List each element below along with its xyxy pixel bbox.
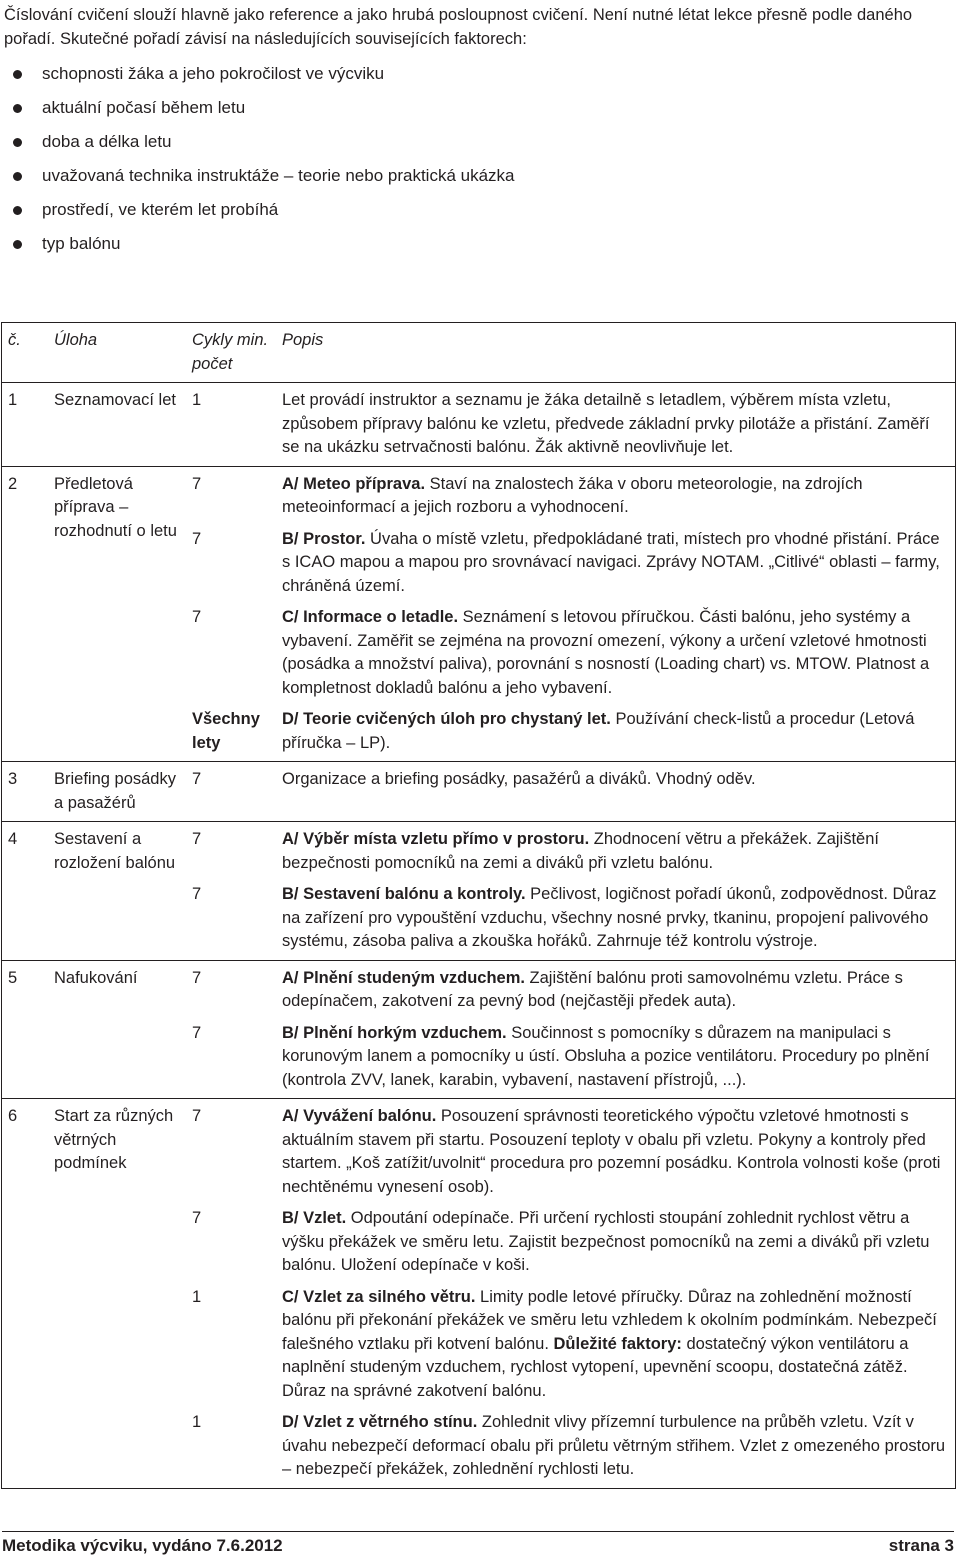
cycle-count: 7 [192, 885, 202, 903]
row-details [188, 466, 956, 762]
subtask-description [282, 1411, 955, 1482]
row-task: Předletová příprava – rozhodnutí o letu [50, 466, 188, 762]
row-task: Briefing posádky a pasažérů [50, 762, 188, 822]
subtask-description [282, 768, 955, 792]
subtask-text: Zhodnocení větru a překážek. Zajištění bezpečnosti pomocníků na zemi a diváků při vzletu balónu. [282, 830, 879, 872]
header-number: č. [2, 323, 51, 383]
subtask [192, 828, 955, 875]
row-task: Sestavení a rozložení balónu [50, 822, 188, 961]
subtask [192, 1411, 955, 1482]
table-row [2, 466, 956, 762]
cycle-count: 1 [192, 1413, 202, 1431]
subtask-text: Posouzení správnosti teoretického výpočtu vzletové hmotnosti s aktuálním stavem při startu. Posouzení teploty v obalu při vzletu. Pokyny a kontroly před startem. „Koš zatížit/uvolnit“ procedura pro pozemní posádku. Kontrola volnosti koše (proti nechtěnému vynesení osob). [282, 1107, 941, 1196]
subtask-description [282, 1207, 955, 1278]
subtask-description [282, 1286, 955, 1404]
subtask-text: Limity podle letové příručky. Důraz na zohlednění možností balónu při překonání překážek ve směru letu vzhledem k okolním podmínkám. Nebezpečí falešného vztlaku při kotvení balónu. [282, 1287, 937, 1353]
bullet-icon [13, 172, 22, 181]
bullet-icon [13, 138, 22, 147]
subtask [192, 606, 955, 700]
subtask-description [282, 389, 955, 460]
subtask-description [282, 883, 955, 954]
cycle-count: 7 [192, 968, 202, 987]
subtask-text: Úvaha o místě vzletu, předpokládané trati, místech pro vhodné přistání. Práce s ICAO mapou a mapou pro srovnávací navigaci. Zprávy NOTAM. „Citlivé“ oblasti – farmy, chráněná území. [282, 529, 940, 595]
bullet-icon [13, 104, 22, 113]
subtask [192, 528, 955, 599]
subtask-text: Seznámení s letovou příručkou. Části balónu, jeho systémy a vybavení. Zaměřit se zejména na provozní omezení, výkony a určení vzletové hmotnosti (posádka a množství paliva), porovnání s nosností (Loading chart) vs. MTOW. Platnost a kompletnost dokladů balónu a jeho vybavení. [282, 608, 930, 697]
row-number: 2 [2, 466, 51, 762]
subtask-title: A/ Výběr místa vzletu přímo v prostoru. [282, 830, 590, 848]
table-row [2, 960, 956, 1099]
factor-list [4, 57, 954, 261]
row-task: Seznamovací let [50, 383, 188, 467]
subtask-description [282, 473, 955, 520]
cycle-count: 7 [192, 1107, 202, 1125]
cycle-count: 7 [192, 608, 202, 626]
exercise-table [1, 322, 956, 1489]
subtask-description [282, 1022, 955, 1093]
row-details [188, 762, 956, 822]
header-task: Úloha [50, 323, 188, 383]
row-number: 3 [2, 762, 51, 822]
row-number: 1 [2, 383, 51, 467]
table-header-row [2, 323, 956, 383]
subtask-title: A/ Meteo příprava. [282, 474, 426, 493]
cycle-count: 7 [192, 1209, 202, 1227]
subtask-title: C/ Informace o letadle. [282, 608, 459, 626]
subtask [192, 389, 955, 460]
subtask [192, 1207, 955, 1278]
row-details [188, 960, 956, 1099]
subtask-text: Staví na znalostech žáka v oboru meteorologie, na zdrojích meteoinformací a jejich rozboru a vyhodnocení. [282, 474, 863, 516]
subtask-title: A/ Vyvážení balónu. [282, 1107, 437, 1125]
table-row [2, 762, 956, 822]
row-details [188, 822, 956, 961]
subtask-title: B/ Vzlet. [282, 1209, 347, 1227]
subtask [192, 1286, 955, 1404]
subtask-title: B/ Prostor. [282, 529, 366, 548]
subtask-text: Odpoutání odepínače. Při určení rychlosti stoupání zohlednit rychlost větru a výšku překážek ve směru letu. Zajistit bezpečnost pomocníků na zemi a diváků při vzletu balónu. Uložení odepínače v koši. [282, 1209, 930, 1274]
row-task: Start za různých větrných podmínek [50, 1099, 188, 1489]
subtask-text: Zajištění balónu proti samovolnému vzletu. Práce s odepínačem, zakotvení za pevný bod (nejčastěji předek auta). [282, 968, 903, 1010]
cycle-count: 7 [192, 1023, 202, 1042]
list-item: schopnosti žáka a jeho pokročilost ve výcviku [4, 57, 954, 91]
subtask-title: B/ Plnění horkým vzduchem. [282, 1023, 507, 1042]
bullet-icon [13, 70, 22, 79]
subtask-title: C/ Vzlet za silného větru. [282, 1287, 476, 1306]
cycle-count: 7 [192, 770, 202, 788]
header-cycles: Cykly min. počet [188, 323, 278, 383]
subtask [192, 1022, 955, 1093]
cycle-count: 7 [192, 474, 202, 493]
table-row [2, 822, 956, 961]
subtask-emphasis: Důležité faktory: [553, 1334, 682, 1353]
subtask [192, 768, 955, 792]
subtask-text: Součinnost s pomocníky s důrazem na manipulaci s korunovým lanem a pomocníky u ústí. Obsluha a pozice ventilátoru. Procedury po plnění (kontrola ZVV, lanek, karabin, vybavení, nastavení přístrojů, ...). [282, 1023, 930, 1089]
cycle-count: 7 [192, 830, 202, 848]
subtask [192, 473, 955, 520]
cycle-count: Všechny lety [192, 710, 260, 752]
subtask-text-continued: dostatečný výkon ventilátoru a naplnění studeným vzduchem, rychlost vytopení, upevnění scoopu, dostatečná zátěž. Důraz na správné zakotvení balónu. [282, 1334, 909, 1400]
subtask-title: D/ Teorie cvičených úloh pro chystaný let. [282, 710, 611, 728]
row-details [188, 1099, 956, 1489]
subtask-text: Organizace a briefing posádky, pasažérů a diváků. Vhodný oděv. [282, 770, 756, 788]
intro-section [4, 4, 954, 261]
cycle-count: 1 [192, 1287, 202, 1306]
header-description: Popis [278, 323, 956, 383]
row-number: 6 [2, 1099, 51, 1489]
subtask-description [282, 708, 955, 755]
page-footer [2, 1531, 954, 1560]
subtask [192, 967, 955, 1014]
row-task: Nafukování [50, 960, 188, 1099]
list-item: prostředí, ve kterém let probíhá [4, 193, 954, 227]
row-details [188, 383, 956, 467]
row-number: 4 [2, 822, 51, 961]
list-item: aktuální počasí během letu [4, 91, 954, 125]
subtask-description [282, 528, 955, 599]
bullet-icon [13, 206, 22, 215]
subtask-text: Let provádí instruktor a seznamu je žáka detailně s letadlem, výběrem místa vzletu, způsobem přípravy balónu ke vzletu, předvede základní prvky pilotáže a přistání. Zaměří se na ukázku setrvačnosti balónu. Žák aktivně neovlivňuje let. [282, 391, 930, 456]
subtask-description [282, 828, 955, 875]
subtask-title: D/ Vzlet z větrného stínu. [282, 1413, 478, 1431]
cycle-count: 1 [192, 391, 202, 409]
subtask-title: A/ Plnění studeným vzduchem. [282, 968, 525, 987]
bullet-icon [13, 240, 22, 249]
subtask [192, 1105, 955, 1199]
subtask-description [282, 967, 955, 1014]
subtask-description [282, 1105, 955, 1199]
table-body [2, 383, 956, 1489]
subtask [192, 708, 955, 755]
list-item: doba a délka letu [4, 125, 954, 159]
table-row [2, 383, 956, 467]
list-item: typ balónu [4, 227, 954, 261]
subtask-title: B/ Sestavení balónu a kontroly. [282, 885, 526, 903]
subtask-text: Zohlednit vlivy přízemní turbulence na průběh vzletu. Vzít v úvahu nebezpečí deformací obalu při průletu větrným střihem. Vzlet z omezeného prostoru – nebezpečí překážek, zohlednění rychlosti letu. [282, 1413, 946, 1478]
list-item: uvažovaná technika instruktáže – teorie nebo praktická ukázka [4, 159, 954, 193]
intro-paragraph: Číslování cvičení slouží hlavně jako reference a jako hrubá posloupnost cvičení. Není nutné létat lekce přesně podle daného pořadí. Skutečné pořadí závisí na následujících souvisejících faktorech: [4, 6, 913, 48]
row-number: 5 [2, 960, 51, 1099]
subtask-text: Pečlivost, logičnost pořadí úkonů, zodpovědnost. Důraz na zařízení pro vypouštění vzduchu, všechny nosné prvky, tkaninu, propojení palivového systému, zásoba paliva a zkouška hořáků. Zahrnuje též kontrolu výstroje. [282, 885, 937, 950]
footer-title: Metodika výcviku, vydáno 7.6.2012 [2, 1536, 283, 1556]
cycle-count: 7 [192, 529, 202, 548]
page-number: strana 3 [888, 1536, 954, 1556]
subtask-text: Používání check-listů a procedur (Letová příručka – LP). [282, 710, 915, 752]
subtask [192, 883, 955, 954]
subtask-description [282, 606, 955, 700]
table-row [2, 1099, 956, 1489]
